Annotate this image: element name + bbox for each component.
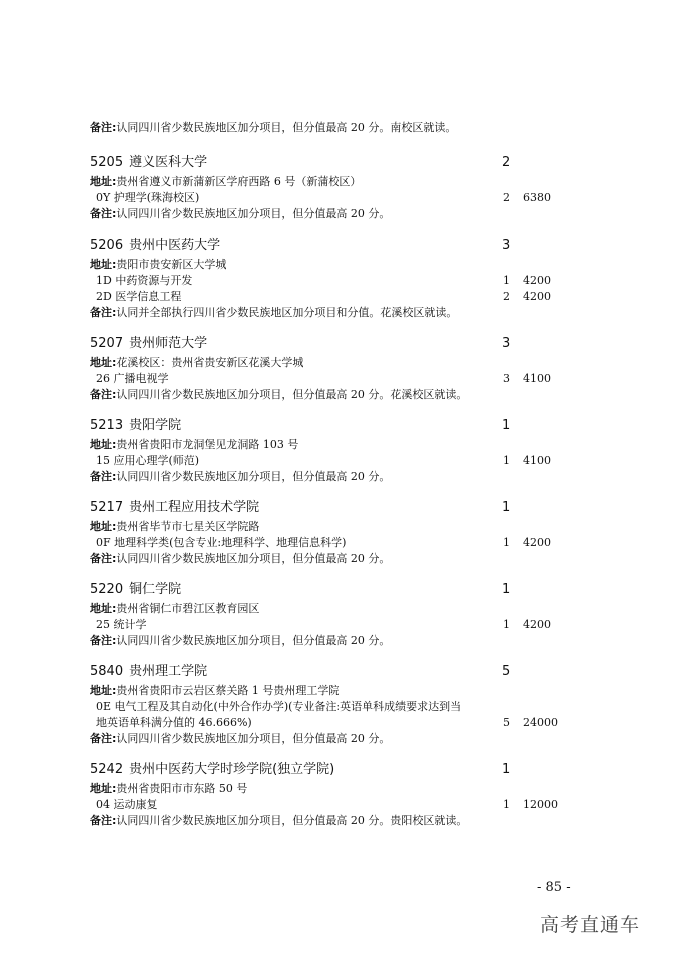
school-code: 5217	[90, 500, 124, 515]
major-name: 医学信息工程	[115, 290, 182, 303]
major-code: 25	[96, 618, 110, 631]
school-code: 5242	[90, 762, 124, 777]
school-count: 1	[502, 418, 511, 433]
school-header	[90, 235, 550, 257]
note-text: 认同并全部执行四川省少数民族地区加分项目和分值。花溪校区就读。	[116, 306, 458, 319]
school-name: 贵阳学院	[129, 418, 182, 433]
address-text: 花溪校区：贵州省贵安新区花溪大学城	[116, 356, 304, 369]
major-count: 2	[503, 290, 510, 303]
major-row	[90, 273, 550, 289]
school-entry-5213	[90, 415, 550, 485]
major-code: 04	[96, 798, 110, 811]
major-row-continued	[90, 715, 558, 731]
school-code: 5840	[90, 664, 124, 679]
school-entry-5220	[90, 579, 550, 649]
school-entry-5205	[90, 152, 550, 222]
school-count: 1	[502, 582, 511, 597]
note-label: 备注:	[90, 388, 117, 401]
note-label: 备注:	[90, 470, 117, 483]
major-name: 护理学(珠海校区)	[113, 191, 200, 204]
school-code: 5213	[90, 418, 124, 433]
major-fee: 4200	[523, 290, 551, 303]
major-name: 地理科学类(包含专业:地理科学、地理信息科学)	[114, 536, 347, 549]
major-name: 应用心理学(师范)	[113, 454, 200, 467]
school-count: 3	[502, 238, 511, 253]
address-text: 贵州省毕节市七星关区学院路	[116, 520, 260, 533]
major-code: 1D	[96, 274, 112, 287]
address-text: 贵州省铜仁市碧江区教育园区	[116, 602, 260, 615]
address-text: 贵州省贵阳市龙洞堡见龙洞路 103 号	[116, 438, 299, 451]
major-row	[90, 797, 558, 813]
note-line	[90, 206, 550, 222]
school-name: 遵义医科大学	[129, 155, 208, 170]
school-name: 贵州师范大学	[129, 336, 208, 351]
school-entry-5207	[90, 333, 550, 403]
address-label: 地址:	[90, 520, 117, 533]
page-number: - 85 -	[537, 880, 571, 895]
major-count: 1	[503, 454, 510, 467]
major-fee: 12000	[523, 798, 558, 811]
address-line	[90, 257, 550, 273]
address-line	[90, 437, 550, 453]
school-header	[90, 152, 550, 174]
address-label: 地址:	[90, 175, 117, 188]
note-text: 认同四川省少数民族地区加分项目，但分值最高 20 分。	[116, 634, 391, 647]
major-row	[90, 289, 550, 305]
major-row	[90, 535, 550, 551]
address-text: 贵州省遵义市新蒲新区学府西路 6 号（新蒲校区）	[116, 175, 362, 188]
major-count: 1	[503, 798, 510, 811]
major-fee: 4100	[523, 454, 551, 467]
major-code: 0Y	[96, 191, 111, 204]
school-code: 5205	[90, 155, 124, 170]
address-line	[90, 174, 550, 190]
address-label: 地址:	[90, 684, 117, 697]
major-fee: 4200	[523, 536, 551, 549]
major-row	[90, 371, 550, 387]
note-line	[90, 469, 550, 485]
major-fee: 4200	[523, 274, 551, 287]
top-note	[90, 120, 550, 136]
note-label: 备注:	[90, 732, 117, 745]
major-count: 1	[503, 618, 510, 631]
note-label: 备注:	[90, 207, 117, 220]
address-line	[90, 781, 550, 797]
major-code: 2D	[96, 290, 112, 303]
major-row	[90, 453, 550, 469]
major-name: 广播电视学	[113, 372, 169, 385]
note-label: 备注:	[90, 634, 117, 647]
watermark-text: 高考直通车	[540, 914, 641, 936]
school-code: 5207	[90, 336, 124, 351]
note-text: 认同四川省少数民族地区加分项目，但分值最高 20 分。	[116, 732, 391, 745]
major-code: 15	[96, 454, 110, 467]
major-row	[90, 190, 550, 206]
school-count: 1	[502, 762, 511, 777]
major-count: 5	[503, 716, 510, 729]
school-entry-5840	[90, 661, 558, 747]
address-line	[90, 355, 550, 371]
note-label: 备注:	[90, 814, 117, 827]
address-line	[90, 683, 550, 699]
major-name-continued: 地英语单科满分值的 46.666%)	[96, 716, 252, 729]
school-count: 2	[502, 155, 511, 170]
school-name: 贵州中医药大学	[129, 238, 221, 253]
school-code: 5220	[90, 582, 124, 597]
school-name: 贵州中医药大学时珍学院(独立学院)	[129, 762, 335, 777]
school-entry-5206	[90, 235, 550, 321]
school-code: 5206	[90, 238, 124, 253]
major-count: 3	[503, 372, 510, 385]
note-text: 认同四川省少数民族地区加分项目，但分值最高 20 分。	[116, 552, 391, 565]
note-line	[90, 387, 550, 403]
school-header	[90, 661, 550, 683]
address-text: 贵阳市贵安新区大学城	[116, 258, 227, 271]
major-row	[90, 699, 550, 715]
note-text: 认同四川省少数民族地区加分项目，但分值最高 20 分。贵阳校区就读。	[116, 814, 468, 827]
note-line	[90, 551, 550, 567]
school-header	[90, 333, 550, 355]
address-label: 地址:	[90, 356, 117, 369]
school-name: 铜仁学院	[129, 582, 182, 597]
address-text: 贵州省贵阳市市东路 50 号	[116, 782, 248, 795]
school-header	[90, 579, 550, 601]
major-name: 中药资源与开发	[115, 274, 193, 287]
school-header	[90, 759, 550, 781]
major-code: 0F	[96, 536, 111, 549]
major-name: 统计学	[113, 618, 147, 631]
major-count: 2	[503, 191, 510, 204]
address-line	[90, 519, 550, 535]
major-code: 26	[96, 372, 110, 385]
major-row	[90, 617, 550, 633]
major-fee: 24000	[523, 716, 558, 729]
major-fee: 4100	[523, 372, 551, 385]
note-line	[90, 633, 550, 649]
major-code: 0E	[96, 700, 112, 713]
address-label: 地址:	[90, 602, 117, 615]
school-count: 5	[502, 664, 511, 679]
major-count: 1	[503, 536, 510, 549]
major-fee: 4200	[523, 618, 551, 631]
note-line	[90, 731, 550, 747]
note-label: 备注:	[90, 552, 117, 565]
major-name: 电气工程及其自动化(中外合作办学)(专业备注:英语单科成绩要求达到当	[114, 700, 462, 713]
address-label: 地址:	[90, 258, 117, 271]
school-entry-5242	[90, 759, 558, 829]
note-label: 备注:	[90, 306, 117, 319]
address-text: 贵州省贵阳市云岩区蔡关路 1 号贵州理工学院	[116, 684, 340, 697]
major-name: 运动康复	[113, 798, 158, 811]
note-label: 备注:	[90, 121, 117, 134]
note-line	[90, 305, 550, 321]
note-text: 认同四川省少数民族地区加分项目，但分值最高 20 分。	[116, 207, 391, 220]
school-name: 贵州理工学院	[129, 664, 208, 679]
address-label: 地址:	[90, 438, 117, 451]
note-line	[90, 813, 550, 829]
address-label: 地址:	[90, 782, 117, 795]
note-text: 认同四川省少数民族地区加分项目，但分值最高 20 分。	[116, 470, 391, 483]
note-text: 认同四川省少数民族地区加分项目，但分值最高 20 分。南校区就读。	[116, 121, 457, 134]
school-header	[90, 415, 550, 437]
major-count: 1	[503, 274, 510, 287]
school-count: 3	[502, 336, 511, 351]
school-header	[90, 497, 550, 519]
note-text: 认同四川省少数民族地区加分项目，但分值最高 20 分。花溪校区就读。	[116, 388, 468, 401]
address-line	[90, 601, 550, 617]
school-count: 1	[502, 500, 511, 515]
school-entry-5217	[90, 497, 550, 567]
school-name: 贵州工程应用技术学院	[129, 500, 260, 515]
major-fee: 6380	[523, 191, 551, 204]
